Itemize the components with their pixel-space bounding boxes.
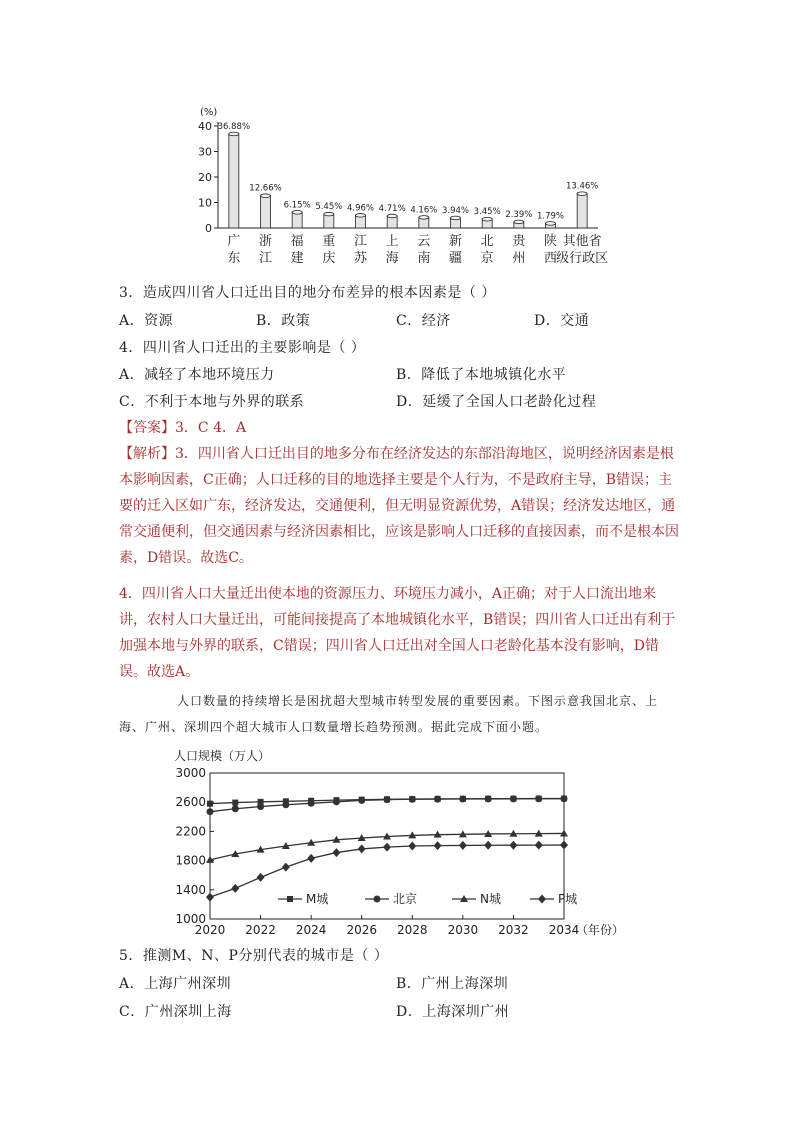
chart2-y-tick-label: 1000: [175, 912, 206, 926]
chart2-intro: 人口数量的持续增长是困扰超大型城市转型发展的重要因素。下图示意我国北京、上海、广州、深圳四个超大城市人口数量增长趋势预测。据此完成下面小题。: [119, 694, 659, 734]
chart2-point: [257, 873, 265, 882]
chart2-y-axis-title: 人口规模（万人）: [174, 749, 271, 763]
chart2-point: [459, 841, 467, 850]
chart2-point: [485, 795, 492, 802]
chart2-legend-label: M城: [306, 892, 329, 906]
chart2-y-tick-label: 2600: [175, 795, 206, 810]
chart2-point: [434, 796, 441, 803]
chart2-point: [207, 808, 214, 815]
chart2-x-tick-label: 2034: [548, 923, 580, 937]
chart2-point: [509, 841, 517, 850]
q3-option-d: D．交通: [534, 313, 590, 329]
chart1-y-tick-label: 0: [205, 222, 212, 235]
chart2-point: [434, 841, 442, 850]
population-line-chart: [160, 742, 630, 940]
chart2-point: [484, 841, 492, 850]
chart2-point: [459, 795, 466, 802]
chart1-category-label: 浙: [258, 234, 273, 249]
chart1-bar-top: [292, 211, 302, 215]
chart2-point: [232, 800, 238, 806]
chart1-category-label: 京: [480, 251, 494, 266]
q3-option-b: B．政策: [256, 313, 311, 329]
chart2-x-tick-label: 2026: [346, 923, 377, 937]
chart1-category-label: 庆: [322, 251, 336, 266]
chart2-legend-marker: [374, 896, 381, 903]
chart2-y-tick-label: 1800: [175, 853, 206, 868]
q4-option-d: D．延缓了全国人口老龄化过程: [396, 394, 597, 410]
q5-option-b: B．广州上海深圳: [396, 976, 509, 992]
chart2-x-axis-title: （年份）: [576, 923, 625, 937]
chart1-category-label: 广: [227, 234, 241, 249]
chart1-bar-top: [451, 216, 461, 220]
chart1-bar-top: [387, 214, 397, 218]
q3-option-c: C．经济: [396, 313, 451, 329]
chart1-category-label: 贵: [512, 234, 526, 249]
chart1-data-label: 2.39%: [505, 209, 533, 220]
q3-option-a: A．资源: [119, 313, 174, 329]
chart1-data-label: 4.96%: [346, 203, 375, 214]
migration-bar-chart: [180, 100, 620, 270]
chart1-category-label: 海: [385, 251, 399, 266]
chart1-bar-top: [229, 132, 239, 136]
chart2-point: [257, 803, 264, 810]
chart1-data-label: 6.15%: [283, 200, 311, 211]
chart2-x-tick-label: 2020: [194, 923, 226, 937]
chart2-point: [333, 798, 340, 805]
chart1-category-label: 级行政区: [556, 251, 609, 266]
chart2-point: [206, 893, 214, 902]
analysis-q4: 4．四川省人口大量迁出使本地的资源压力、环境压力减小，A正确；对于人口流出地来讲，农村人口大量迁出，可能间接提高了本地城镇化水平，B错误；四川省人口迁出有利于加强本地与外界的联系，C错误；四川省人口迁出对全国人口老龄化基本没有影响，D错误。故选A。: [119, 586, 676, 680]
chart1-bar-top: [577, 192, 587, 196]
chart2-legend-marker: [287, 896, 293, 902]
chart1-data-label: 4.16%: [410, 205, 438, 216]
q4-option-b: B．降低了本地城镇化水平: [396, 367, 567, 383]
chart1-bar-top: [514, 220, 524, 224]
chart2-point: [535, 841, 543, 850]
chart1-unit-label: (%): [200, 107, 218, 118]
chart2-point: [307, 854, 315, 863]
chart1-data-label: 5.45%: [315, 202, 343, 213]
chart2-point: [308, 800, 315, 807]
chart1-category-label: 上: [385, 234, 399, 249]
chart2-point: [207, 801, 213, 807]
chart1-bar-top: [261, 194, 271, 198]
chart2-point: [332, 848, 340, 857]
chart1-category-label: 南: [417, 251, 431, 266]
q4-option-a: A．减轻了本地环境压力: [119, 367, 275, 383]
chart1-bar-top: [324, 212, 334, 216]
chart1-bar-top: [356, 214, 366, 218]
chart2-y-tick-label: 1400: [175, 882, 206, 897]
chart2-point: [232, 805, 239, 812]
q4-stem: 4．四川省人口迁出的主要影响是（ ）: [119, 340, 366, 356]
chart2-x-tick-label: 2032: [498, 923, 529, 937]
chart1-category-label: 其他省: [562, 234, 602, 249]
chart1-category-label: 新: [448, 234, 463, 249]
q5-option-d: D．上海深圳广州: [396, 1004, 510, 1020]
chart1-category-label: 云: [417, 234, 431, 249]
chart2-point: [535, 795, 542, 802]
chart1-category-label: 江: [258, 251, 273, 266]
chart2-point: [561, 795, 568, 802]
chart1-y-tick-label: 20: [198, 171, 212, 184]
chart2-series-line: [210, 845, 564, 897]
chart1-category-label: 东: [227, 251, 241, 266]
chart2-point: [384, 796, 391, 803]
chart1-category-label: 苏: [353, 251, 368, 266]
chart1-category-label: 建: [290, 251, 304, 266]
analysis-q3: 【解析】3．四川省人口迁出目的地多分布在经济发达的东部沿海地区，说明经济因素是根本影响因素，C正确；人口迁移的目的地选择主要是个人行为，不是政府主导，B错误；主要的迁入区如广东，经济发达，交通便利，但无明显资源优势，A错误；经济发达地区，通常交通便利，但交通因素与经济因素相比，应该是影响人口迁移的直接因素，而不是根本因素，D错误。故选C。: [119, 446, 679, 566]
chart2-x-tick-label: 2028: [397, 923, 428, 937]
chart2-point: [510, 795, 517, 802]
chart1-category-label: 疆: [448, 251, 463, 266]
chart1-data-label: 36.88%: [217, 121, 251, 132]
chart2-legend-label: 北京: [393, 892, 418, 906]
chart2-x-tick-label: 2024: [295, 923, 327, 937]
chart1-data-label: 3.94%: [441, 205, 470, 216]
chart1-y-tick-label: 30: [198, 145, 212, 159]
chart1-bar: [229, 134, 239, 228]
chart2-point: [383, 843, 391, 852]
chart2-legend-marker: [538, 895, 546, 904]
chart1-bar: [292, 212, 302, 228]
answer-line: 【答案】3．C 4．A: [119, 420, 247, 436]
chart1-category-label: 州: [512, 251, 526, 266]
chart2-x-tick-label: 2022: [245, 923, 276, 937]
chart1-category-label: 重: [322, 234, 336, 249]
chart1-category-label: 福: [290, 234, 304, 249]
chart1-data-label: 1.79%: [536, 211, 565, 222]
chart1-category-label: 北: [480, 234, 494, 249]
chart1-category-label: 陕: [543, 234, 558, 249]
chart1-bar-top: [482, 217, 492, 221]
chart1-y-tick-label: 40: [198, 120, 212, 133]
chart1-data-label: 12.66%: [249, 183, 282, 194]
chart2-point: [409, 796, 416, 803]
chart2-legend-label: P城: [558, 892, 578, 906]
q3-stem: 3．造成四川省人口迁出目的地分布差异的根本因素是（ ）: [119, 285, 496, 301]
chart2-point: [358, 797, 365, 804]
q5-option-a: A．上海广州深圳: [119, 976, 232, 992]
chart1-bar-top: [546, 222, 556, 226]
q5-option-c: C．广州深圳上海: [119, 1004, 232, 1020]
chart1-data-label: 13.46%: [565, 181, 599, 192]
chart2-y-tick-label: 3000: [175, 766, 206, 780]
chart1-category-label: 江: [353, 234, 368, 249]
chart2-point: [560, 841, 568, 850]
chart1-y-tick-label: 10: [198, 196, 212, 210]
chart2-point: [282, 801, 289, 808]
chart2-point: [231, 884, 239, 893]
chart2-point: [408, 842, 416, 851]
q4-option-c: C．不利于本地与外界的联系: [119, 394, 305, 410]
chart1-data-label: 3.45%: [473, 207, 501, 218]
chart1-bar-top: [419, 216, 429, 220]
chart2-x-tick-label: 2030: [447, 923, 479, 937]
chart1-bar: [577, 194, 587, 228]
chart2-legend-label: N城: [480, 892, 501, 906]
chart1-category-label: 西: [543, 251, 558, 266]
q5-stem: 5．推测M、N、P分别代表的城市是（ ）: [119, 948, 389, 964]
chart2-point: [358, 844, 366, 853]
chart2-y-tick-label: 2200: [175, 824, 206, 839]
chart1-data-label: 4.71%: [378, 203, 406, 214]
chart1-bar: [261, 196, 271, 228]
chart2-point: [282, 863, 290, 872]
